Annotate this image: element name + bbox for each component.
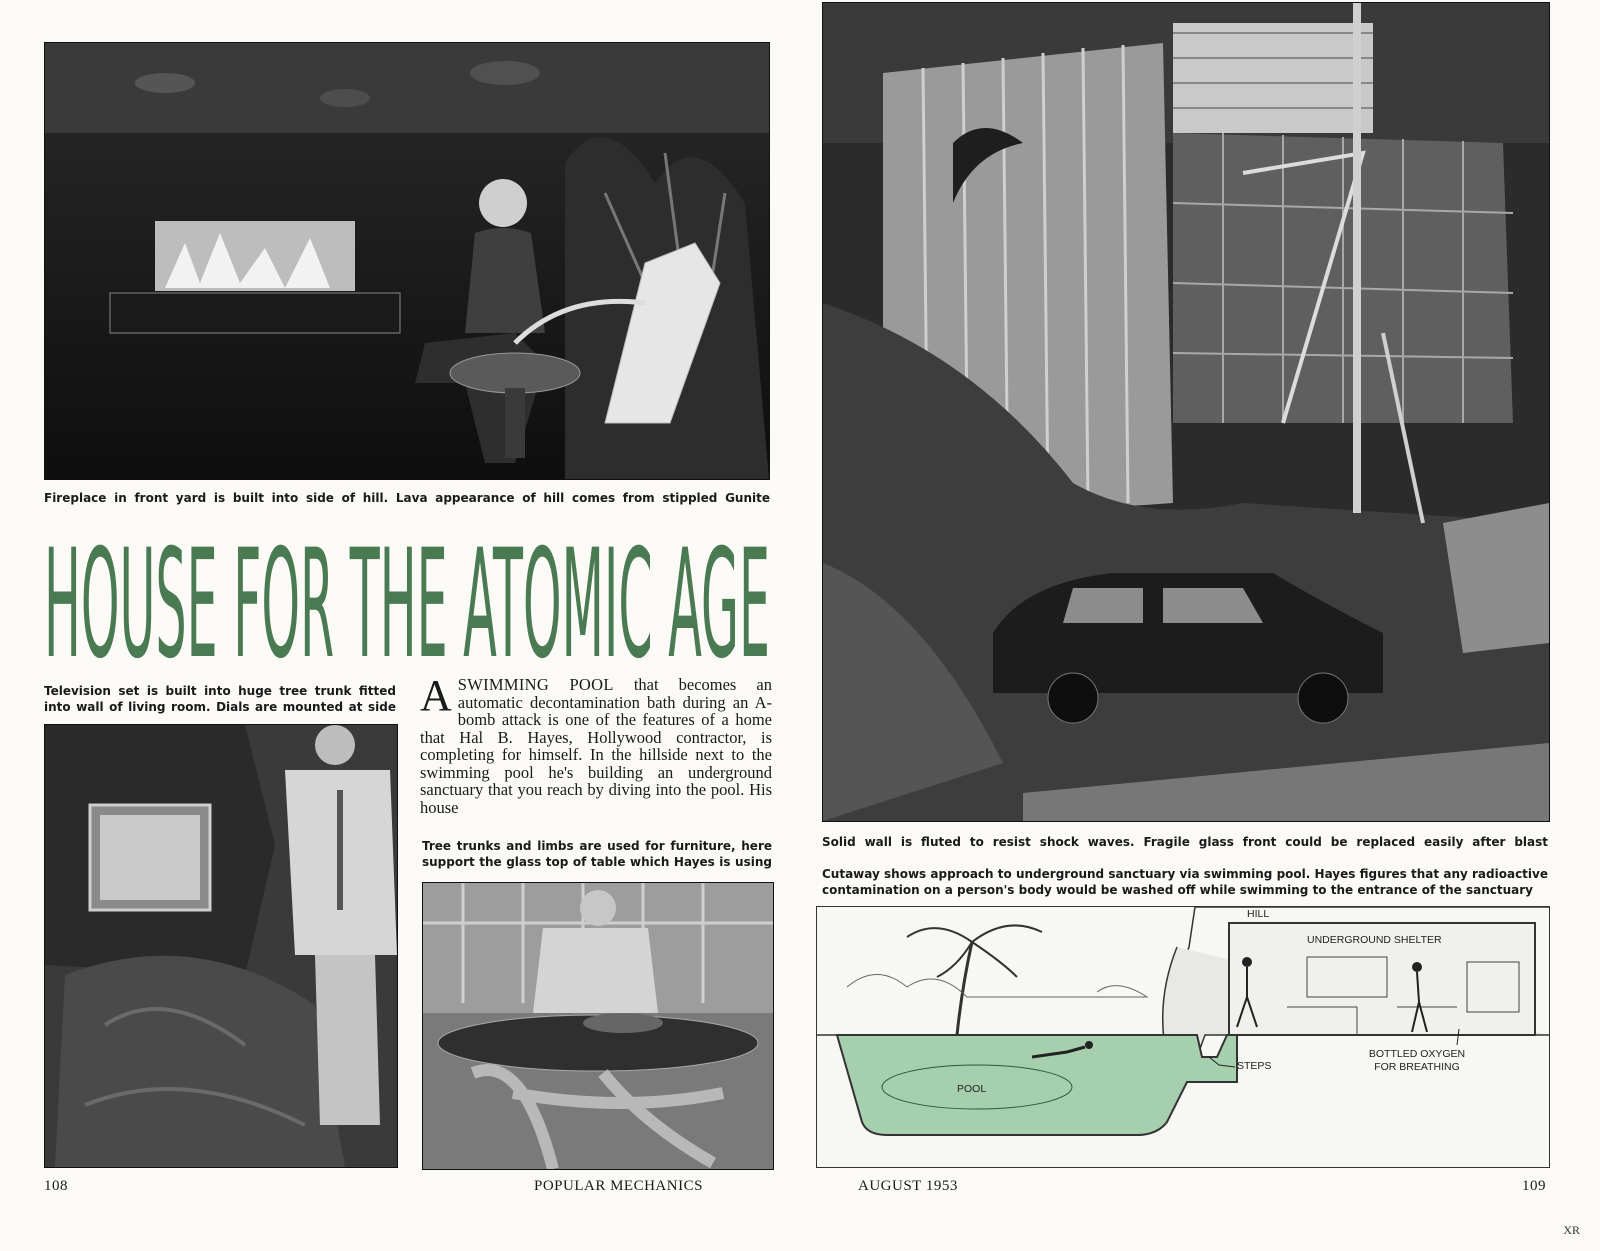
right-running-date: AUGUST 1953 [858, 1178, 958, 1194]
oxygen-label-line1: BOTTLED OXYGEN [1368, 1048, 1466, 1060]
fireplace-photo [44, 42, 770, 480]
fireplace-caption: Fireplace in front yard is built into side of hill. Lava appearance of hill comes from stippled Gunite [44, 491, 770, 505]
television-caption: Television set is built into huge tree trunk fitted into wall of living room. Dials are mounted at side [44, 684, 396, 714]
house-photo [822, 2, 1550, 822]
pool-label: POOL [957, 1083, 987, 1095]
left-page-number: 108 [44, 1178, 68, 1194]
drop-cap: A [420, 671, 452, 720]
headline-text: HOUSE FOR THE ATOMIC AGE [44, 528, 770, 668]
cutaway-diagram [816, 906, 1550, 1168]
table-caption: Tree trunks and limbs are used for furniture, here support the glass top of table which Hayes is using [422, 839, 772, 869]
article-lead-caps: SWIMMING POOL [457, 675, 614, 694]
house-caption: Solid wall is fluted to resist shock waves. Fragile glass front could be replaced easily after blast [822, 835, 1548, 849]
hill-label: HILL [1247, 908, 1270, 920]
article-body [420, 671, 772, 817]
table-photo [422, 882, 774, 1170]
steps-label: STEPS [1237, 1060, 1272, 1072]
cutaway-caption: Cutaway shows approach to underground sanctuary via swimming pool. Hayes figures that any radioactive contamination on a person's body would be washed off while swimming to the entrance of the sanctuary [822, 867, 1548, 897]
left-running-title: POPULAR MECHANICS [534, 1178, 703, 1194]
shelter-label: UNDERGROUND SHELTER [1307, 934, 1442, 946]
corner-mark: XR [1563, 1223, 1580, 1237]
television-photo [44, 724, 398, 1168]
article-text: that becomes an automatic decontamination bath during an A-bomb attack is one of the features of a home that Hal B. Hayes, Hollywood contractor, is completing for himself. In the hillside next to the swimming pool he's building an underground sanctuary that you reach by diving into the pool. His house [420, 675, 772, 817]
right-page-number: 109 [1522, 1178, 1546, 1194]
oxygen-label-line2: FOR BREATHING [1374, 1061, 1460, 1073]
headline [44, 528, 770, 668]
